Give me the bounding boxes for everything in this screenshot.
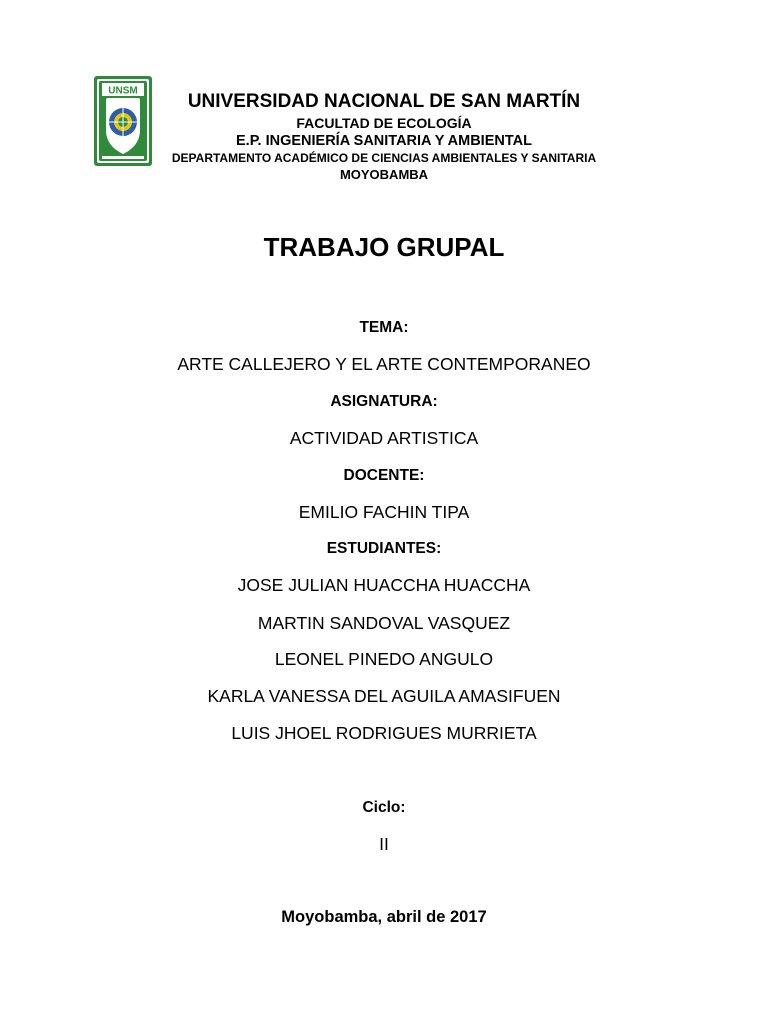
docente-label: DOCENTE: (343, 467, 425, 484)
ciclo-value: II (379, 834, 389, 854)
ciclo-label: Ciclo: (362, 799, 406, 816)
asignatura-label: ASIGNATURA: (330, 393, 438, 410)
faculty-name: FACULTAD DE ECOLOGÍA (296, 115, 472, 131)
university-name: UNIVERSIDAD NACIONAL DE SAN MARTÍN (187, 91, 581, 112)
student-name: LEONEL PINEDO ANGULO (274, 649, 494, 669)
document-title: TRABAJO GRUPAL (263, 232, 505, 262)
tema-label: TEMA: (359, 319, 409, 336)
student-name: MARTIN SANDOVAL VASQUEZ (257, 613, 511, 633)
tema-value: ARTE CALLEJERO Y EL ARTE CONTEMPORANEO (177, 354, 591, 374)
department-name: DEPARTAMENTO ACADÉMICO DE CIENCIAS AMBIENTALES Y SANITARIA (171, 151, 597, 165)
school-name: E.P. INGENIERÍA SANITARIA Y AMBIENTAL (236, 133, 532, 149)
student-name: JOSE JULIAN HUACCHA HUACCHA (237, 575, 531, 595)
asignatura-value: ACTIVIDAD ARTISTICA (289, 428, 479, 448)
logo-text: UNSM (108, 85, 138, 97)
city-name: MOYOBAMBA (339, 167, 429, 182)
student-name: KARLA VANESSA DEL AGUILA AMASIFUEN (207, 686, 561, 706)
place-date: Moyobamba, abril de 2017 (281, 908, 487, 926)
docente-value: EMILIO FACHIN TIPA (298, 502, 470, 522)
estudiantes-label: ESTUDIANTES: (326, 540, 442, 557)
student-name: LUIS JHOEL RODRIGUES MURRIETA (231, 723, 537, 743)
